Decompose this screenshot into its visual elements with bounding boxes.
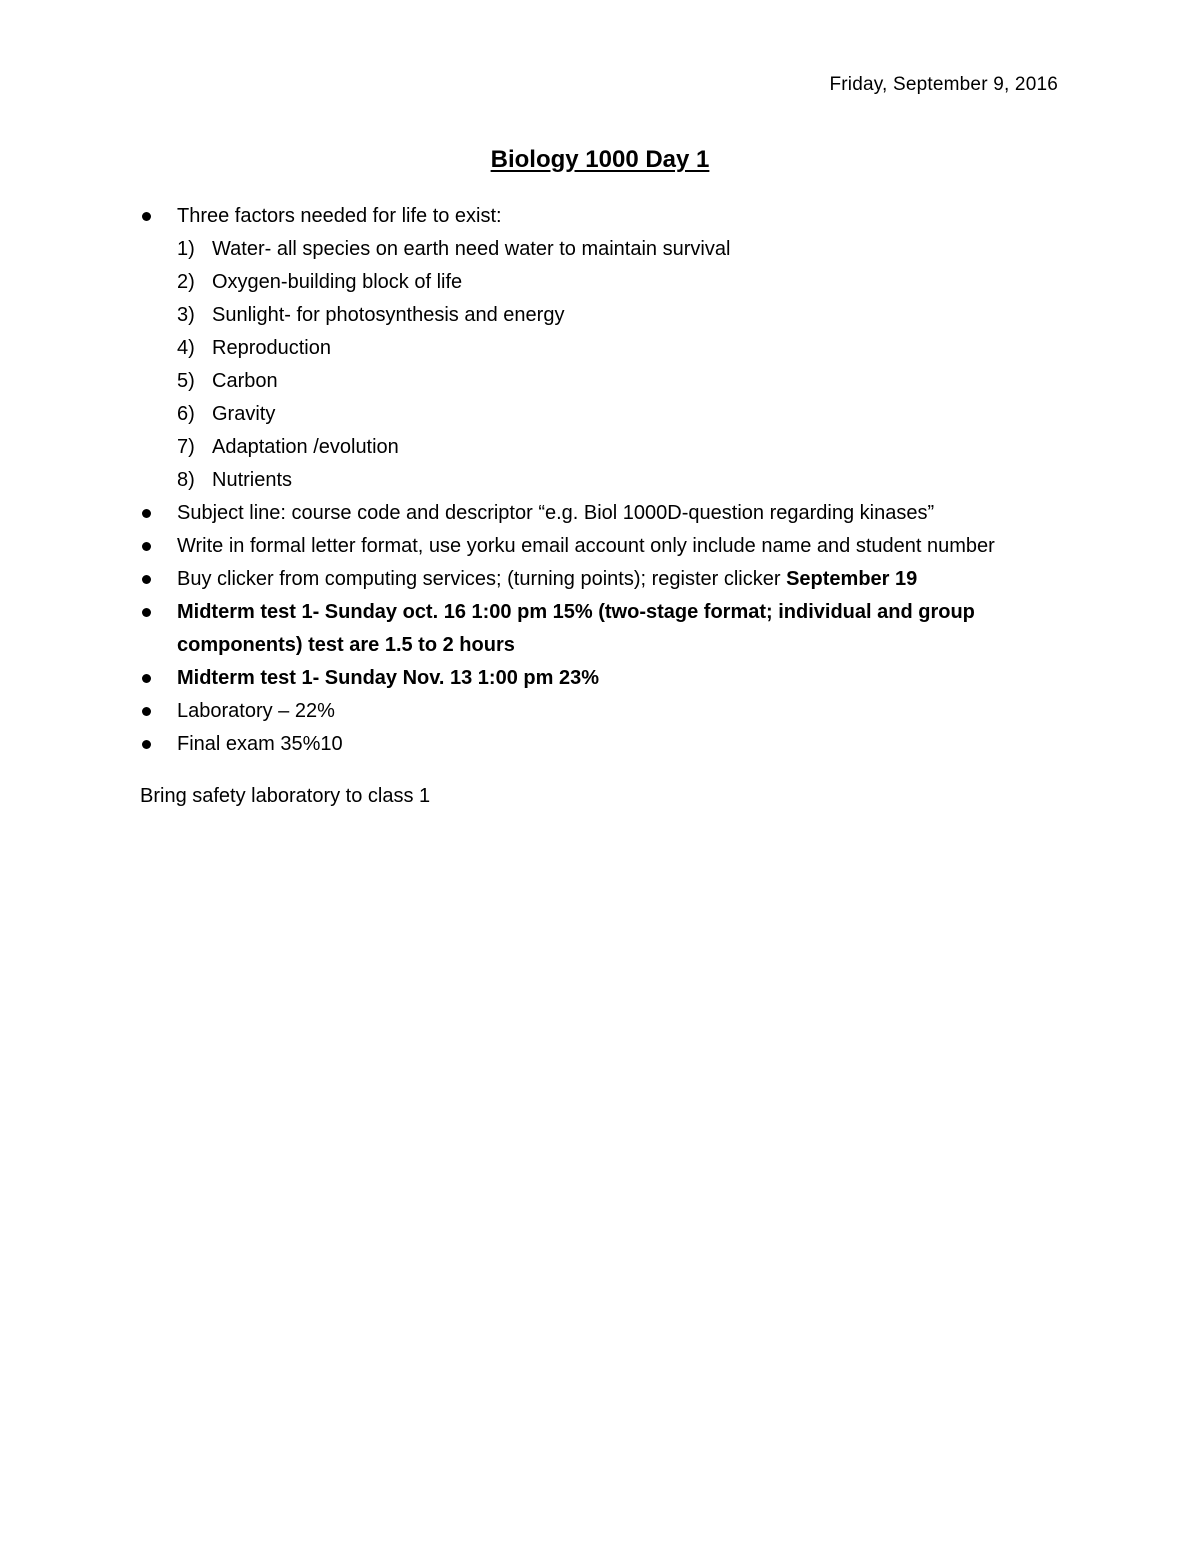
bullet-item-final-exam xyxy=(140,728,1020,761)
item-text: Nutrients xyxy=(212,469,293,491)
numbered-item xyxy=(140,332,1020,365)
document-title: Biology 1000 Day 1 xyxy=(490,146,710,173)
bullet-item-clicker xyxy=(140,563,1020,596)
bullet-item-midterm-1 xyxy=(140,596,1020,662)
bullet-icon xyxy=(142,542,151,551)
bullet-item-formal-letter xyxy=(140,530,1020,563)
document-date: Friday, September 9, 2016 xyxy=(829,74,1058,95)
bullet-item-midterm-2 xyxy=(140,662,1020,695)
bullet-icon xyxy=(142,674,151,683)
numbered-item xyxy=(140,299,1020,332)
bullet-text: Midterm test 1- Sunday Nov. 13 1:00 pm 23% xyxy=(177,667,599,689)
bullet-icon xyxy=(142,212,151,221)
item-number: 7) xyxy=(177,436,195,458)
item-text: Gravity xyxy=(212,403,276,425)
numbered-item xyxy=(140,266,1020,299)
item-number: 4) xyxy=(177,337,195,359)
bullet-item-laboratory xyxy=(140,695,1020,728)
bullet-text: Buy clicker from computing services; (turning points); register clicker xyxy=(177,568,787,590)
bullet-icon xyxy=(142,575,151,584)
numbered-item xyxy=(140,431,1020,464)
item-number: 5) xyxy=(177,370,195,392)
document-body xyxy=(140,200,1020,813)
item-text: Sunlight- for photosynthesis and energy xyxy=(212,304,565,326)
bullet-item-subject-line xyxy=(140,497,1020,530)
closing-note: Bring safety laboratory to class 1 xyxy=(140,785,431,807)
bullet-text: Three factors needed for life to exist: xyxy=(177,205,502,227)
bullet-icon xyxy=(142,608,151,617)
clicker-date: September 19 xyxy=(786,568,918,590)
numbered-item xyxy=(140,365,1020,398)
item-text: Oxygen-building block of life xyxy=(212,271,463,293)
item-number: 8) xyxy=(177,469,195,491)
bullet-icon xyxy=(142,509,151,518)
item-number: 6) xyxy=(177,403,195,425)
numbered-item xyxy=(140,464,1020,497)
bullet-text: Write in formal letter format, use yorku email account only include name and student number xyxy=(177,535,995,557)
item-text: Water- all species on earth need water to maintain survival xyxy=(212,238,731,260)
item-number: 2) xyxy=(177,271,195,293)
item-text: Adaptation /evolution xyxy=(212,436,399,458)
bullet-text: Midterm test 1- Sunday oct. 16 1:00 pm 15% (two-stage format; individual and group components) test are 1.5 to 2 hours xyxy=(177,601,975,656)
item-number: 3) xyxy=(177,304,195,326)
bullet-item-factors xyxy=(140,200,1020,233)
bullet-text: Laboratory – 22% xyxy=(177,700,335,722)
item-number: 1) xyxy=(177,238,195,260)
numbered-item xyxy=(140,233,1020,266)
bullet-text: Final exam 35%10 xyxy=(177,733,343,755)
bullet-icon xyxy=(142,707,151,716)
numbered-item xyxy=(140,398,1020,431)
bullet-icon xyxy=(142,740,151,749)
bullet-text: Subject line: course code and descriptor “e.g. Biol 1000D-question regarding kinases” xyxy=(177,502,935,524)
item-text: Carbon xyxy=(212,370,278,392)
item-text: Reproduction xyxy=(212,337,331,359)
